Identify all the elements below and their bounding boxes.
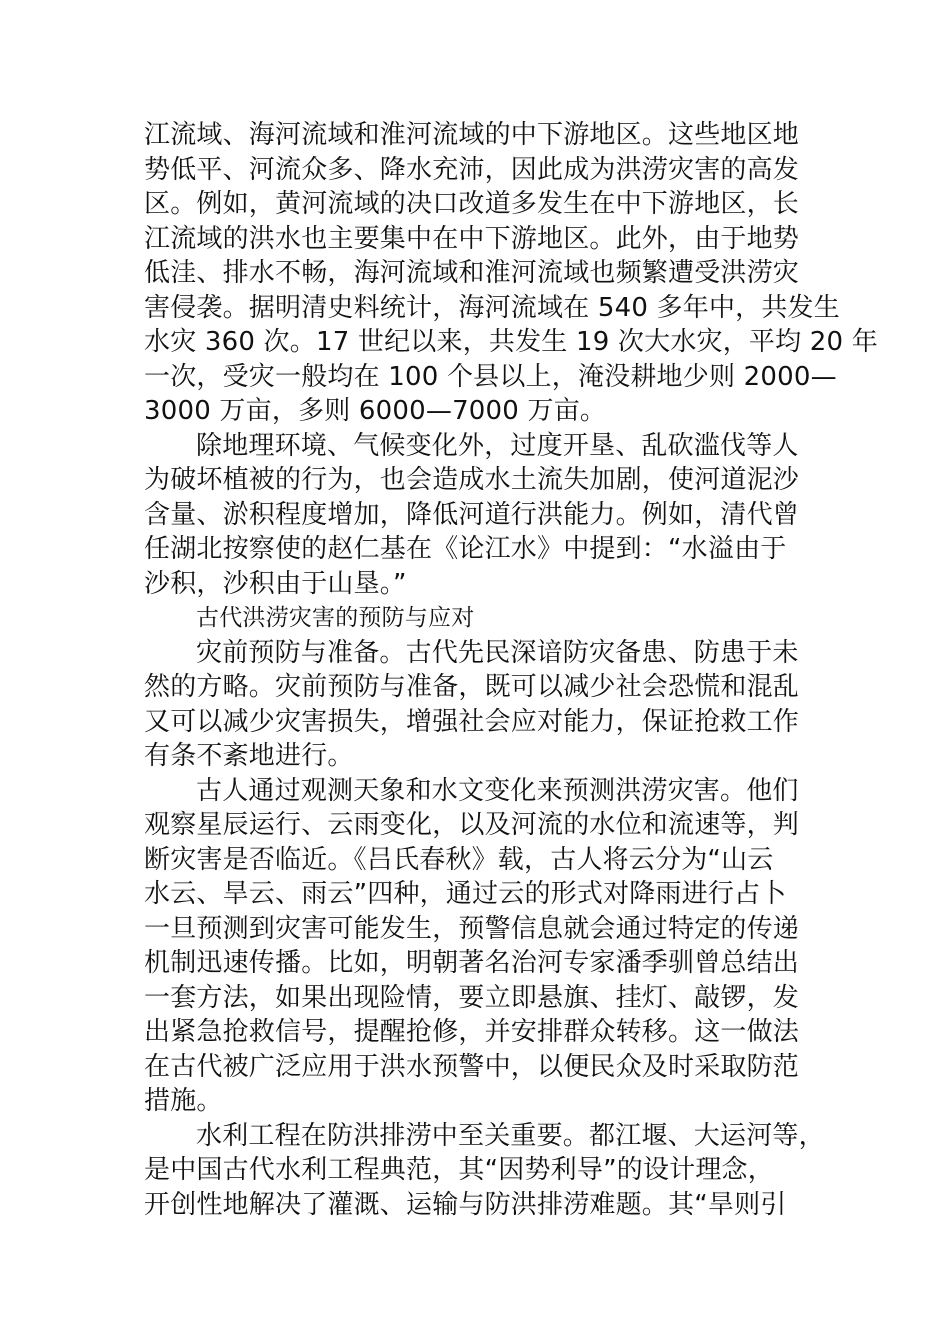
paragraph-start-line: 灾前预防与准备。古代先民深谙防灾备患、防患于未	[196, 637, 799, 668]
text-line: 是中国古代水利工程典范，其“因势利导”的设计理念，	[144, 1155, 774, 1185]
text-line: 含量、淤积程度增加，降低河道行洪能力。例如，清代曾	[144, 499, 800, 530]
paragraph-start-line: 水利工程在防洪排涝中至关重要。都江堰、大运河等，	[196, 1120, 825, 1151]
text-line: 一次，受灾一般均在 100 个县以上，淹没耕地少则 2000—	[144, 361, 837, 392]
text-line: 任湖北按察使的赵仁基在《论江水》中提到：“水溢由于	[144, 534, 787, 564]
text-line: 观察星辰运行、云雨变化，以及河流的水位和流速等，判	[144, 810, 800, 840]
text-line: 开创性地解决了灌溉、运输与防洪排涝难题。其“旱则引	[144, 1189, 787, 1220]
text-line: 水云、旱云、雨云”四种，通过云的形式对降雨进行占卜	[144, 879, 787, 909]
text-line: 水灾 360 次。17 世纪以来，共发生 19 次大水灾，平均 20 年	[144, 327, 878, 357]
text-line: 区。例如，黄河流域的决口改道多发生在中下游地区，长	[144, 189, 800, 219]
text-line: 然的方略。灾前预防与准备，既可以减少社会恐慌和混乱	[144, 672, 800, 702]
text-line: 出紧急抢救信号，提醒抢修，并安排群众转移。这一做法	[144, 1017, 800, 1047]
text-line: 害侵袭。据明清史料统计，海河流域在 540 多年中，共发生	[144, 292, 840, 323]
text-line: 江流域、海河流域和淮河流域的中下游地区。这些地区地	[144, 120, 800, 150]
text-line: 有条不紊地进行。	[144, 741, 354, 771]
text-line: 断灾害是否临近。《吕氏春秋》载，古人将云分为“山云	[144, 844, 774, 875]
body-text	[144, 118, 878, 1222]
paragraph-start-line: 除地理环境、气候变化外，过度开垦、乱砍滥伐等人	[196, 430, 799, 461]
section-heading: 古代洪涝灾害的预防与应对	[196, 605, 475, 631]
paragraph-start-line: 古人通过观测天象和水文变化来预测洪涝灾害。他们	[196, 775, 799, 806]
text-line: 一旦预测到灾害可能发生，预警信息就会通过特定的传递	[144, 913, 800, 944]
text-line: 为破坏植被的行为，也会造成水土流失加剧，使河道泥沙	[144, 465, 800, 495]
text-line: 沙积，沙积由于山垦。”	[144, 568, 407, 599]
text-line: 势低平、河流众多、降水充沛，因此成为洪涝灾害的高发	[144, 154, 800, 185]
text-line: 措施。	[144, 1086, 223, 1116]
text-line: 在古代被广泛应用于洪水预警中，以便民众及时采取防范	[144, 1051, 800, 1082]
text-line: 3000 万亩，多则 6000—7000 万亩。	[144, 396, 607, 426]
text-line: 低洼、排水不畅，海河流域和淮河流域也频繁遭受洪涝灾	[144, 258, 800, 288]
text-line: 又可以减少灾害损失，增强社会应对能力，保证抢救工作	[144, 706, 800, 737]
text-line: 江流域的洪水也主要集中在中下游地区。此外，由于地势	[144, 223, 800, 254]
text-line: 一套方法，如果出现险情，要立即悬旗、挂灯、敲锣，发	[144, 982, 800, 1013]
text-line: 机制迅速传播。比如，明朝著名治河专家潘季驯曾总结出	[144, 948, 800, 978]
